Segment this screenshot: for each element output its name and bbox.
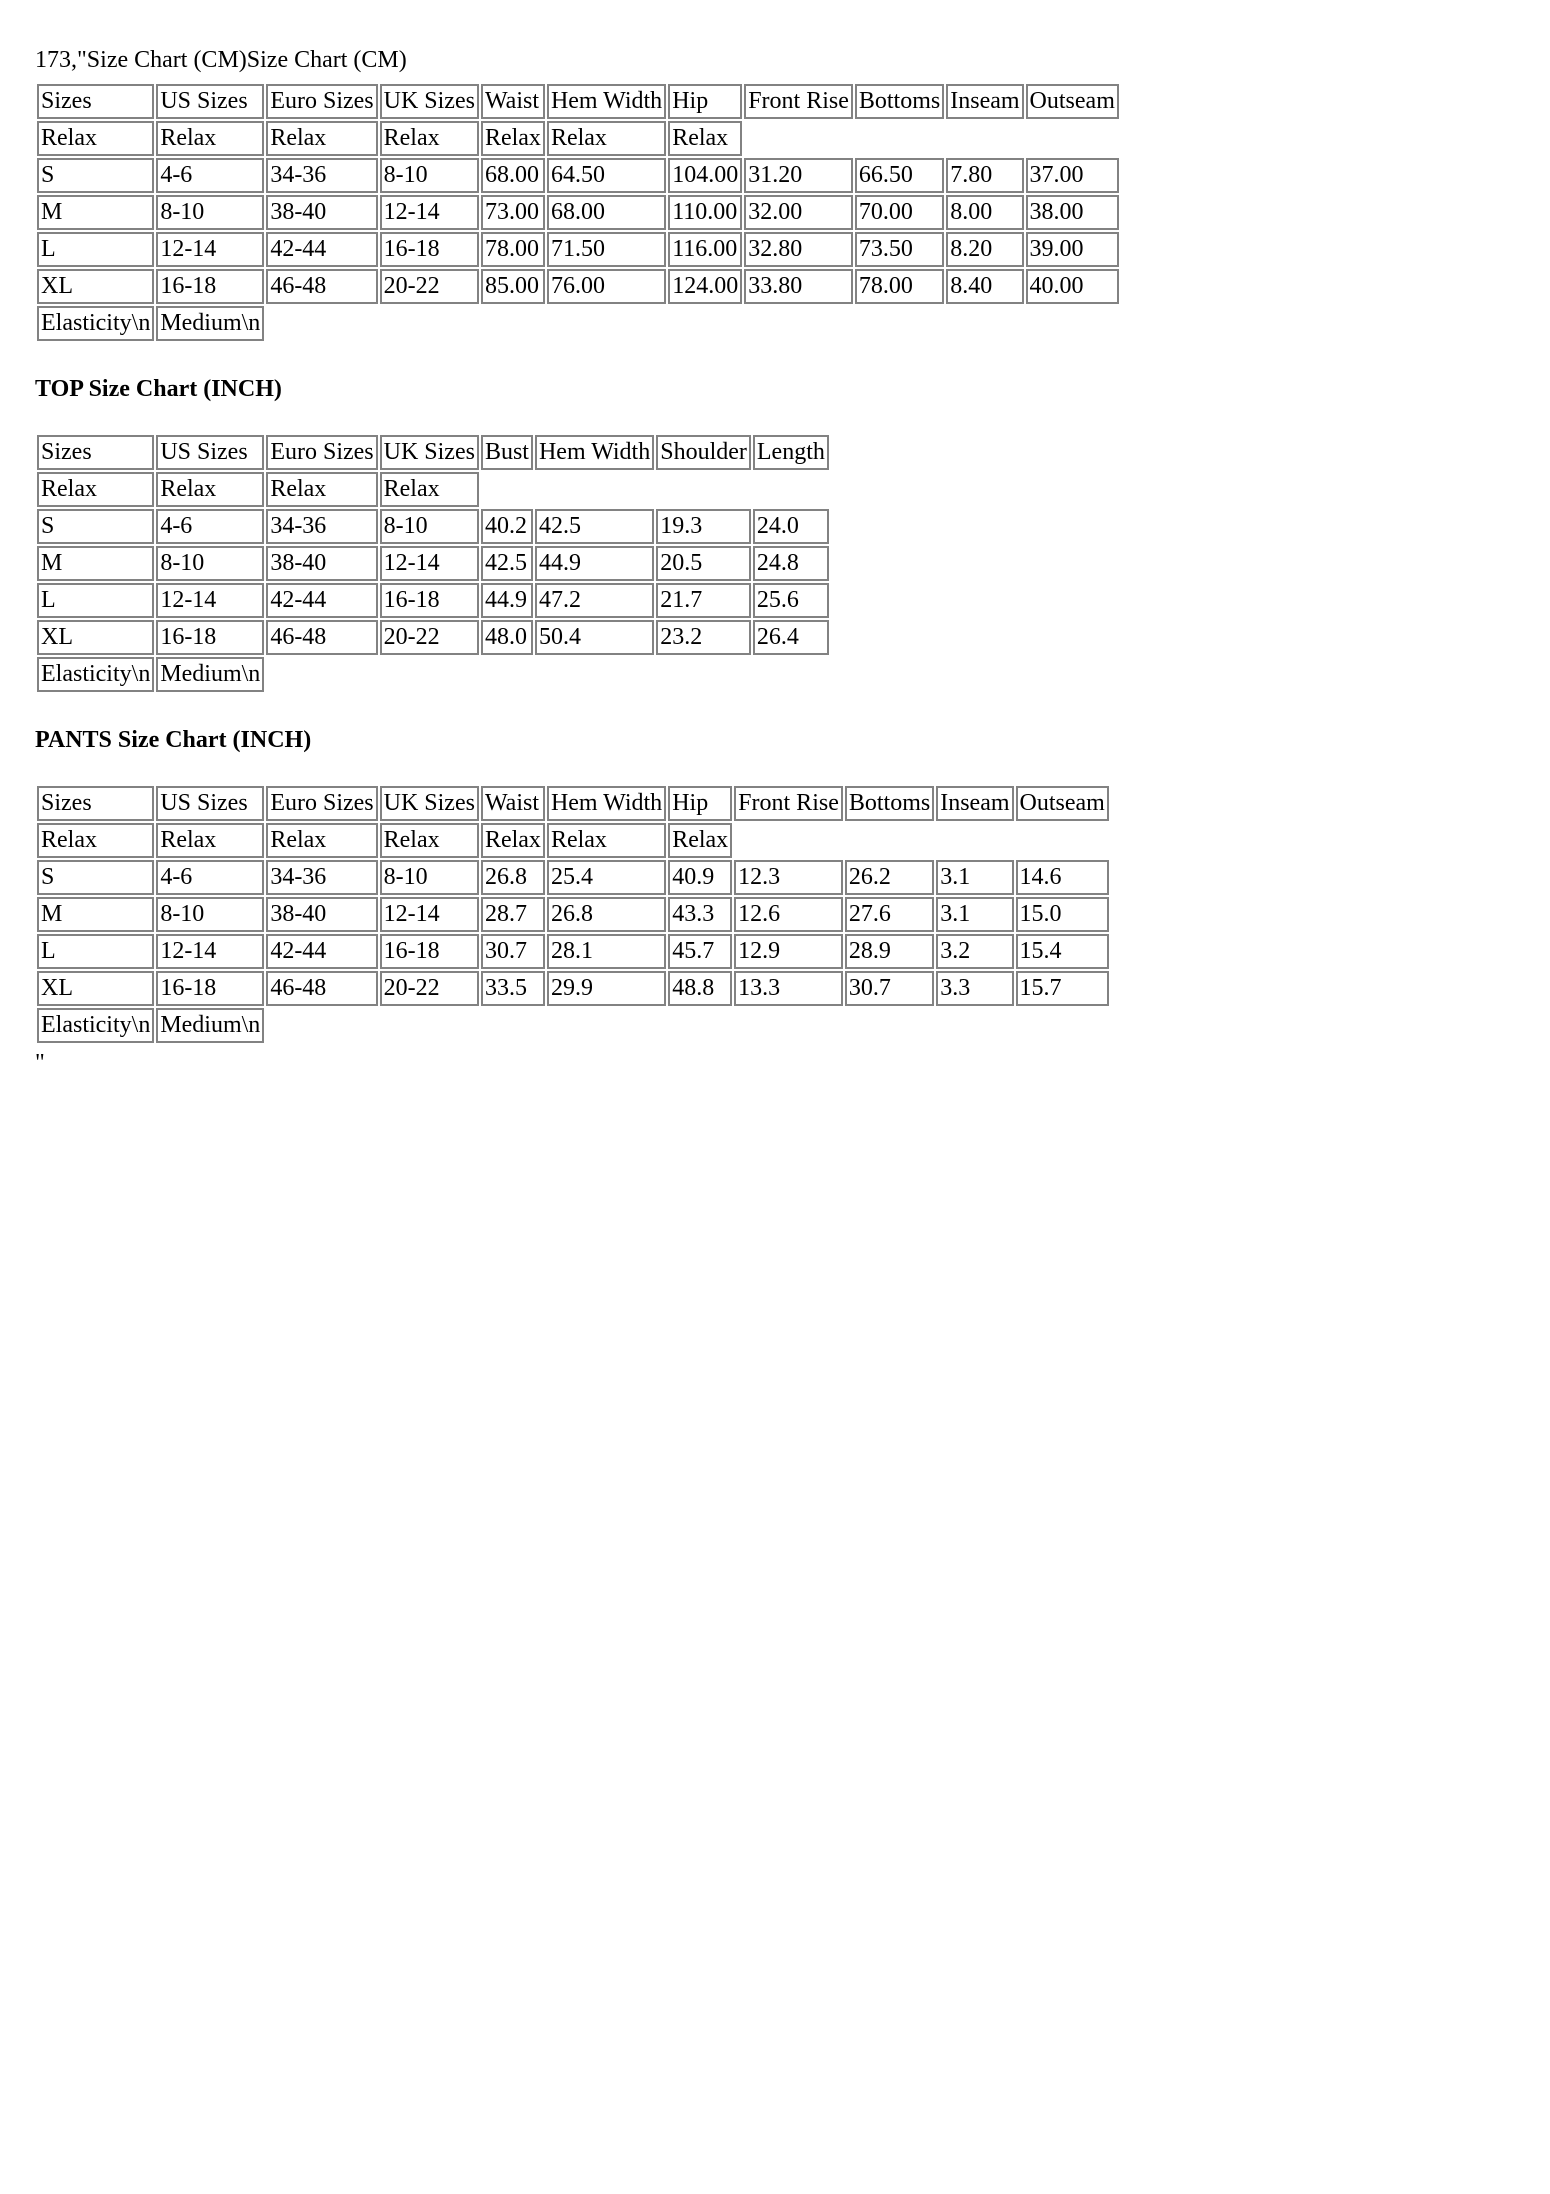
table-cell: 32.80 [744, 232, 853, 267]
table-cell: 20-22 [380, 269, 479, 304]
table-cell: 16-18 [380, 232, 479, 267]
table-cell: 78.00 [481, 232, 545, 267]
table-cell: 8-10 [380, 158, 479, 193]
table-row [37, 435, 829, 470]
table-cell: 39.00 [1026, 232, 1119, 267]
table-cell: 40.9 [668, 860, 732, 895]
table-cell: 24.0 [753, 509, 829, 544]
table-row [37, 934, 1109, 969]
table-cell: 25.4 [547, 860, 666, 895]
table-cell: Outseam [1026, 84, 1119, 119]
table-cell: S [37, 158, 154, 193]
table-cell: 85.00 [481, 269, 545, 304]
table-cell: Relax [37, 472, 154, 507]
table-row [37, 84, 1119, 119]
table-cell: 27.6 [845, 897, 934, 932]
table-cell: Hem Width [547, 786, 666, 821]
table-cell: 4-6 [156, 509, 264, 544]
table-cell: Relax [156, 472, 264, 507]
table-cell: 12-14 [380, 195, 479, 230]
table-row [37, 195, 1119, 230]
table-cell: Relax [156, 121, 264, 156]
table-cell: 40.00 [1026, 269, 1119, 304]
table-cell: S [37, 509, 154, 544]
table-row [37, 583, 829, 618]
table-cell: 12-14 [156, 934, 264, 969]
table-cell: 33.80 [744, 269, 853, 304]
table-cell: 66.50 [855, 158, 944, 193]
table-cell: UK Sizes [380, 435, 479, 470]
table-cell: Elasticity\n [37, 657, 154, 692]
table-cell: Relax [380, 121, 479, 156]
table-cell: 73.00 [481, 195, 545, 230]
table-cell: Relax [380, 472, 479, 507]
table-cell: M [37, 897, 154, 932]
table-cell: Hip [668, 84, 742, 119]
table-cell: Bottoms [855, 84, 944, 119]
table-cell: Relax [547, 121, 666, 156]
table-cell: 42-44 [266, 934, 377, 969]
table-cell: 28.7 [481, 897, 545, 932]
table-cell: L [37, 583, 154, 618]
table-cell: Bottoms [845, 786, 934, 821]
table-cell: 13.3 [734, 971, 843, 1006]
table-cell: 3.3 [936, 971, 1013, 1006]
table-cell: 28.1 [547, 934, 666, 969]
table-cell: Hip [668, 786, 732, 821]
table-cell: 23.2 [656, 620, 751, 655]
table-cell: 12-14 [380, 897, 479, 932]
intro-line: 173,"Size Chart (CM)Size Chart (CM) [35, 47, 407, 73]
table-cell: 4-6 [156, 860, 264, 895]
table-cell: 8-10 [156, 546, 264, 581]
table-cell: Hem Width [535, 435, 654, 470]
table-cell: 19.3 [656, 509, 751, 544]
table-cell: 46-48 [266, 269, 377, 304]
table-cell: 46-48 [266, 620, 377, 655]
table-cell: US Sizes [156, 786, 264, 821]
table-cell: Relax [156, 823, 264, 858]
table-cell: Inseam [936, 786, 1013, 821]
table-cell: 46-48 [266, 971, 377, 1006]
table-cell: 78.00 [855, 269, 944, 304]
table-cell: 34-36 [266, 860, 377, 895]
table-cell: Sizes [37, 786, 154, 821]
table-cell: XL [37, 269, 154, 304]
table-row [37, 860, 1109, 895]
table-cell: 7.80 [946, 158, 1023, 193]
table-cell: Hem Width [547, 84, 666, 119]
table-cell: 28.9 [845, 934, 934, 969]
pants-size-chart-heading: PANTS Size Chart (INCH) [35, 727, 312, 753]
table-cell: 68.00 [481, 158, 545, 193]
top-size-chart-heading: TOP Size Chart (INCH) [35, 376, 282, 402]
table-cell: 12.6 [734, 897, 843, 932]
table-row [37, 620, 829, 655]
table-cell: 12-14 [156, 583, 264, 618]
table-cell: 20.5 [656, 546, 751, 581]
table-cell: XL [37, 971, 154, 1006]
table-cell: 8-10 [156, 897, 264, 932]
table-cell: 37.00 [1026, 158, 1119, 193]
table-cell: 33.5 [481, 971, 545, 1006]
table-cell: 16-18 [380, 583, 479, 618]
table-cell: Euro Sizes [266, 435, 377, 470]
table-cell: Euro Sizes [266, 786, 377, 821]
table-cell: Relax [37, 121, 154, 156]
table-cell: US Sizes [156, 84, 264, 119]
table-cell: 16-18 [156, 620, 264, 655]
table-row [37, 657, 829, 692]
table-cell: 70.00 [855, 195, 944, 230]
table-cell: 71.50 [547, 232, 666, 267]
table-row [37, 232, 1119, 267]
table-cell: 76.00 [547, 269, 666, 304]
table-cell: 30.7 [481, 934, 545, 969]
table-cell: Medium\n [156, 1008, 264, 1043]
size-chart-cm-table [35, 82, 1121, 343]
table-cell: 12.9 [734, 934, 843, 969]
table-cell: 15.0 [1016, 897, 1109, 932]
table-cell: Inseam [946, 84, 1023, 119]
pants-size-chart-inch-table [35, 784, 1111, 1045]
table-cell: 124.00 [668, 269, 742, 304]
table-cell: 8.00 [946, 195, 1023, 230]
table-cell: Relax [668, 121, 742, 156]
table-cell: Relax [266, 472, 377, 507]
table-cell: 48.8 [668, 971, 732, 1006]
table-cell: M [37, 546, 154, 581]
table-row [37, 472, 829, 507]
table-cell: 26.2 [845, 860, 934, 895]
table-cell: Relax [37, 823, 154, 858]
table-cell: Relax [668, 823, 732, 858]
table-cell: 4-6 [156, 158, 264, 193]
table-cell: 3.1 [936, 860, 1013, 895]
table-cell: 20-22 [380, 971, 479, 1006]
table-cell: L [37, 934, 154, 969]
table-cell: Relax [266, 823, 377, 858]
table-cell: 26.4 [753, 620, 829, 655]
table-cell: 68.00 [547, 195, 666, 230]
table-cell: UK Sizes [380, 84, 479, 119]
table-cell: 44.9 [481, 583, 533, 618]
table-cell: Relax [266, 121, 377, 156]
table-cell: US Sizes [156, 435, 264, 470]
table-cell: 14.6 [1016, 860, 1109, 895]
table-cell: 64.50 [547, 158, 666, 193]
table-cell: Sizes [37, 435, 154, 470]
table-cell: 34-36 [266, 158, 377, 193]
table-row [37, 509, 829, 544]
table-cell: 12.3 [734, 860, 843, 895]
table-cell: 20-22 [380, 620, 479, 655]
table-cell: 26.8 [481, 860, 545, 895]
table-cell: 42-44 [266, 583, 377, 618]
table-cell: 8-10 [380, 509, 479, 544]
table-row [37, 971, 1109, 1006]
table-row [37, 786, 1109, 821]
table-cell: Relax [380, 823, 479, 858]
table-row [37, 823, 1109, 858]
document-page [0, 0, 1550, 1077]
closing-quote: " [35, 1050, 45, 1076]
table-cell: 45.7 [668, 934, 732, 969]
table-cell: 12-14 [380, 546, 479, 581]
table-cell: 16-18 [156, 269, 264, 304]
table-cell: 104.00 [668, 158, 742, 193]
table-cell: 16-18 [380, 934, 479, 969]
table-cell: 38-40 [266, 546, 377, 581]
table-row [37, 897, 1109, 932]
table-row [37, 546, 829, 581]
table-cell: 26.8 [547, 897, 666, 932]
table-cell: 38.00 [1026, 195, 1119, 230]
top-size-chart-inch-table [35, 433, 831, 694]
table-cell: 8-10 [380, 860, 479, 895]
table-cell: 116.00 [668, 232, 742, 267]
table-cell: 15.4 [1016, 934, 1109, 969]
table-cell: Length [753, 435, 829, 470]
table-cell: 47.2 [535, 583, 654, 618]
table-row [37, 121, 1119, 156]
table-cell: 12-14 [156, 232, 264, 267]
table-cell: Outseam [1016, 786, 1109, 821]
table-cell: 21.7 [656, 583, 751, 618]
table-cell: M [37, 195, 154, 230]
table-cell: 3.2 [936, 934, 1013, 969]
table-cell: 38-40 [266, 195, 377, 230]
table-cell: Elasticity\n [37, 1008, 154, 1043]
table-cell: S [37, 860, 154, 895]
table-cell: Waist [481, 84, 545, 119]
table-cell: Sizes [37, 84, 154, 119]
table-cell: Bust [481, 435, 533, 470]
table-cell: L [37, 232, 154, 267]
table-cell: 29.9 [547, 971, 666, 1006]
table-row [37, 158, 1119, 193]
table-cell: 15.7 [1016, 971, 1109, 1006]
table-cell: 8.40 [946, 269, 1023, 304]
table-cell: UK Sizes [380, 786, 479, 821]
table-row [37, 1008, 1109, 1043]
table-cell: 3.1 [936, 897, 1013, 932]
table-cell: 43.3 [668, 897, 732, 932]
table-row [37, 306, 1119, 341]
table-cell: Elasticity\n [37, 306, 154, 341]
table-cell: Waist [481, 786, 545, 821]
table-cell: Front Rise [744, 84, 853, 119]
table-cell: Medium\n [156, 657, 264, 692]
table-cell: 16-18 [156, 971, 264, 1006]
table-cell: 25.6 [753, 583, 829, 618]
table-cell: 42.5 [535, 509, 654, 544]
table-cell: 30.7 [845, 971, 934, 1006]
table-cell: 8-10 [156, 195, 264, 230]
table-cell: 44.9 [535, 546, 654, 581]
table-cell: Medium\n [156, 306, 264, 341]
table-cell: 73.50 [855, 232, 944, 267]
table-cell: Euro Sizes [266, 84, 377, 119]
table-cell: 110.00 [668, 195, 742, 230]
table-cell: Relax [481, 823, 545, 858]
table-cell: 48.0 [481, 620, 533, 655]
table-cell: 8.20 [946, 232, 1023, 267]
table-cell: Relax [481, 121, 545, 156]
table-cell: Front Rise [734, 786, 843, 821]
table-cell: XL [37, 620, 154, 655]
table-cell: 50.4 [535, 620, 654, 655]
table-cell: 42.5 [481, 546, 533, 581]
table-row [37, 269, 1119, 304]
table-cell: 34-36 [266, 509, 377, 544]
table-cell: 24.8 [753, 546, 829, 581]
table-cell: 31.20 [744, 158, 853, 193]
table-cell: Relax [547, 823, 666, 858]
table-cell: 38-40 [266, 897, 377, 932]
table-cell: 32.00 [744, 195, 853, 230]
table-cell: 40.2 [481, 509, 533, 544]
table-cell: Shoulder [656, 435, 751, 470]
table-cell: 42-44 [266, 232, 377, 267]
